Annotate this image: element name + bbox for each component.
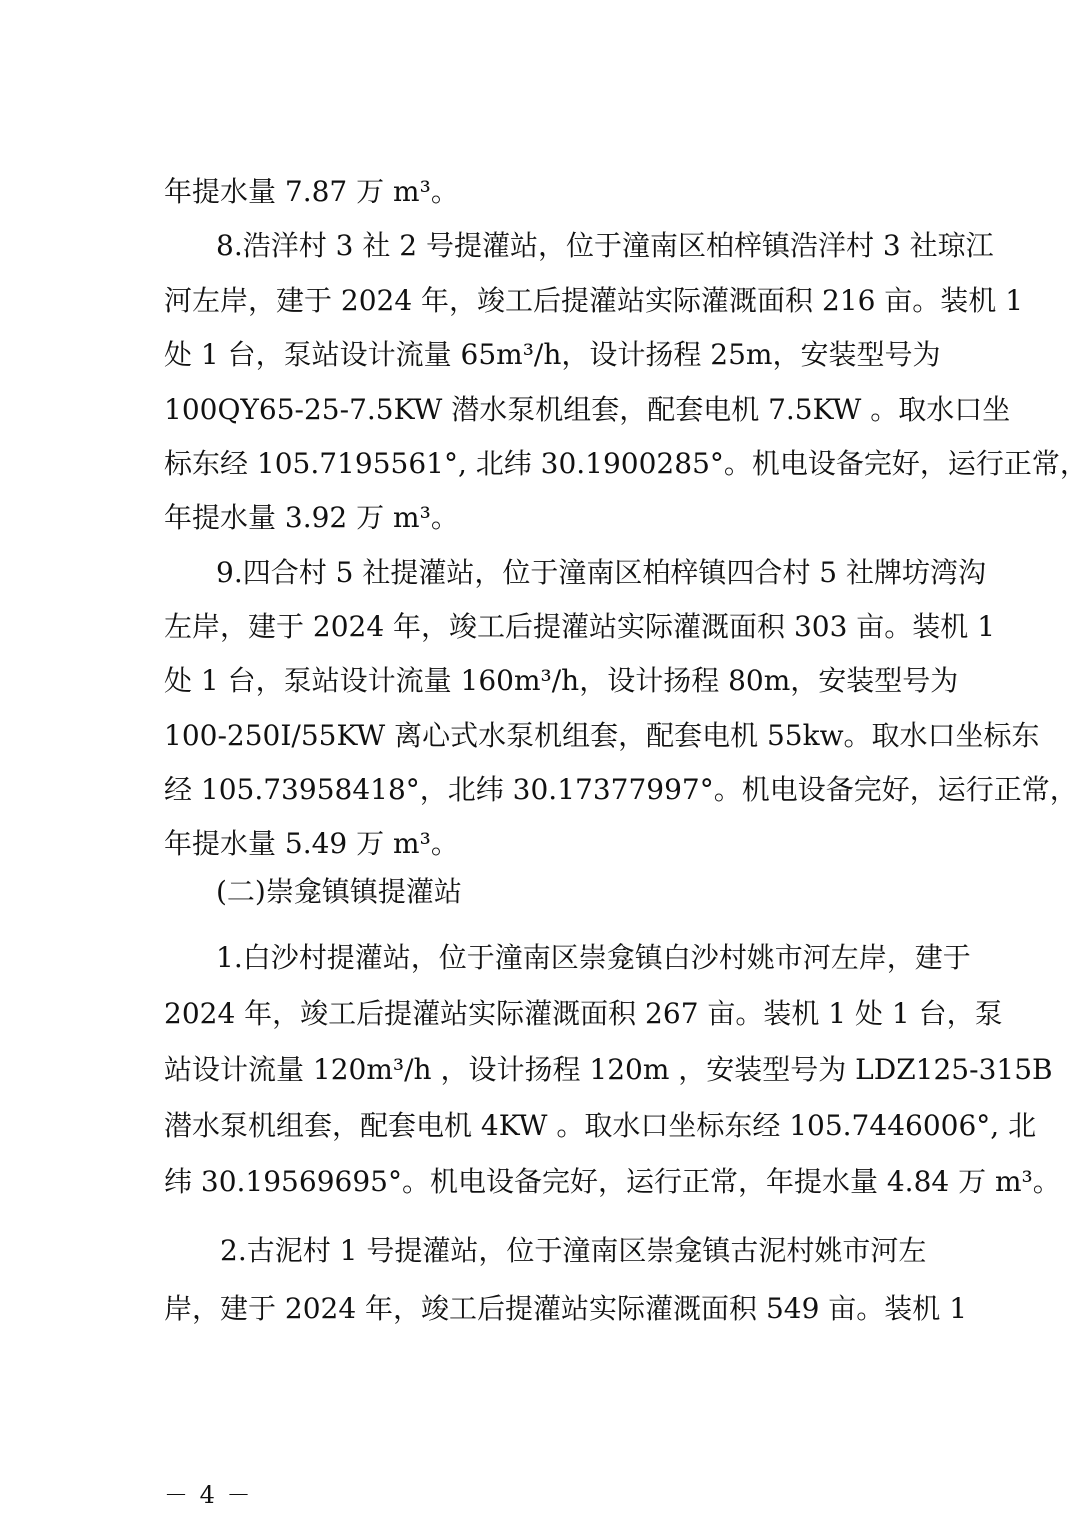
paragraph-8-line-6: 年提水量 3.92 万 m³。	[164, 501, 459, 534]
paragraph-1-line-4: 潜水泵机组套，配套电机 4KW 。取水口坐标东经 105.7446006°, 北	[164, 1109, 1037, 1142]
text-line-1: 年提水量 7.87 万 m³。	[164, 175, 459, 208]
paragraph-2-line-1: 2.古泥村 1 号提灌站，位于潼南区崇龛镇古泥村姚市河左	[220, 1234, 927, 1267]
section-heading: (二)崇龛镇镇提灌站	[216, 875, 462, 908]
page-number: － 4 －	[164, 1481, 253, 1509]
paragraph-1-line-1: 1.白沙村提灌站，位于潼南区崇龛镇白沙村姚市河左岸，建于	[216, 941, 971, 974]
paragraph-8-line-1: 8.浩洋村 3 社 2 号提灌站，位于潼南区柏梓镇浩洋村 3 社琼江	[216, 229, 994, 262]
paragraph-9-line-2: 左岸，建于 2024 年，竣工后提灌站实际灌溉面积 303 亩。装机 1	[164, 610, 996, 643]
paragraph-2-line-2: 岸，建于 2024 年，竣工后提灌站实际灌溉面积 549 亩。装机 1	[164, 1292, 968, 1325]
paragraph-8-line-5: 标东经 105.7195561°, 北纬 30.1900285°。机电设备完好，运行正常，	[164, 447, 1088, 480]
paragraph-8-line-4: 100QY65-25-7.5KW 潜水泵机组套，配套电机 7.5KW 。取水口坐	[164, 393, 1011, 426]
paragraph-9-line-1: 9.四合村 5 社提灌站，位于潼南区柏梓镇四合村 5 社牌坊湾沟	[216, 556, 986, 589]
paragraph-1-line-3: 站设计流量 120m³/h ，设计扬程 120m ，安装型号为 LDZ125-315B	[164, 1053, 1053, 1086]
paragraph-1-line-5: 纬 30.19569695°。机电设备完好，运行正常，年提水量 4.84 万 m³。	[164, 1165, 1061, 1198]
paragraph-1-line-2: 2024 年，竣工后提灌站实际灌溉面积 267 亩。装机 1 处 1 台，泵	[164, 997, 1003, 1030]
paragraph-9-line-6: 年提水量 5.49 万 m³。	[164, 827, 459, 860]
paragraph-9-line-5: 经 105.73958418°，北纬 30.17377997°。机电设备完好，运行正常，	[164, 773, 1078, 806]
paragraph-8-line-2: 河左岸，建于 2024 年，竣工后提灌站实际灌溉面积 216 亩。装机 1	[164, 284, 1024, 317]
paragraph-9-line-3: 处 1 台，泵站设计流量 160m³/h，设计扬程 80m，安装型号为	[164, 664, 959, 697]
paragraph-8-line-3: 处 1 台，泵站设计流量 65m³/h，设计扬程 25m，安装型号为	[164, 338, 941, 371]
paragraph-9-line-4: 100-250I/55KW 离心式水泵机组套，配套电机 55kw。取水口坐标东	[164, 719, 1040, 752]
